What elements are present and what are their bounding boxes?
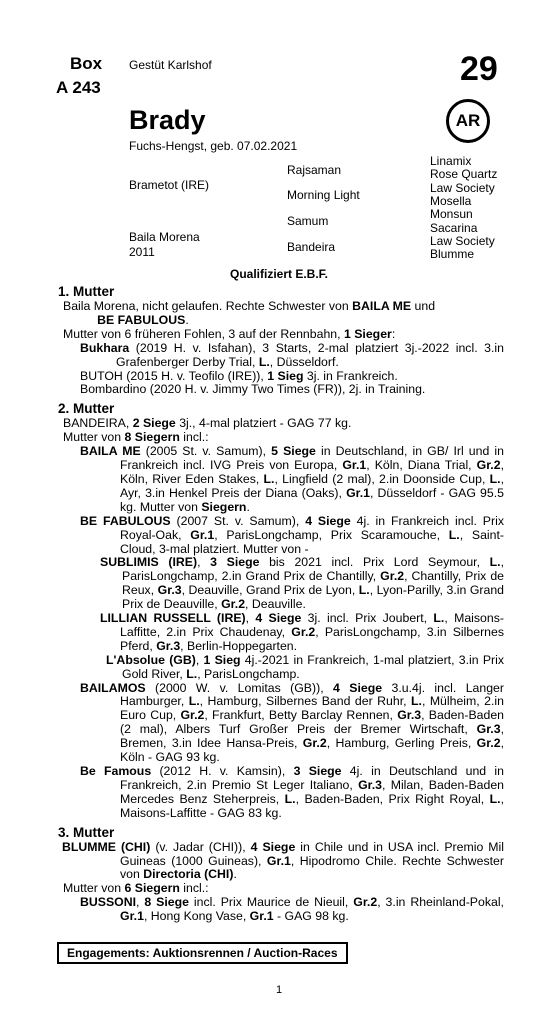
third-dam-produce-summary: Mutter von 6 Siegern incl.: — [63, 881, 209, 896]
horse-description: Fuchs-Hengst, geb. 07.02.2021 — [129, 139, 298, 153]
produce-butoh: BUTOH (2015 H. v. Teofilo (IRE)), 1 Sieg 3j. in Frankreich. — [80, 368, 398, 383]
pedigree-dam: Baila Morena — [129, 230, 200, 244]
pedigree-sire-dam: Morning Light — [287, 188, 360, 202]
pedigree-dam-year: 2011 — [129, 245, 155, 259]
page-number: 1 — [275, 984, 283, 996]
produce-bailamos: BAILAMOS (2000 W. v. Lomitas (GB)), 4 Siege 3.u.4j. incl. Langer Hamburger, L., Hamburg, Silbernes Band der Ruhr, L., Mülheim, 2.in Euro Cup, Gr.2, Frankfurt, Betty Barclay Rennen, Gr.3, Baden-Baden (2 mal), Albers Turf Großer Preis der Bremer Wirtschaft, Gr.3, Bremen, 3.in Idee Hansa-Preis, Gr.2, Hamburg, Gerling Preis, Gr.2, Köln - GAG 93 kg. — [80, 680, 504, 765]
second-dam-produce-summary: Mutter von 8 Siegern incl.: — [63, 430, 209, 445]
horse-name: Brady — [129, 105, 206, 135]
produce-bukhara: Bukhara (2019 H. v. Isfahan), 3 Starts, 2-mal platziert 3j.-2022 incl. 3.in Grafenberger Derby Trial, L., Düsseldorf. — [80, 340, 504, 369]
catalogue-number: 29 — [460, 50, 498, 88]
produce-be-fabulous: BE FABULOUS (2007 St. v. Samum), 4 Siege 4j. in Frankreich incl. Prix Royal-Oak, Gr.1, ParisLongchamp, Prix Scaramouche, L., Saint-Cloud, 3-mal platziert. Mutter von - — [80, 513, 504, 556]
pedigree-gen3-2: Rose Quartz — [430, 167, 498, 181]
pedigree-gen3-8: Blumme — [430, 247, 475, 261]
box-label: Box — [70, 54, 103, 73]
produce-baila-me: BAILA ME (2005 St. v. Samum), 5 Siege in Deutschland, in GB/ Irl und in Frankreich incl. IVG Preis von Europa, Gr.1, Köln, Diana Trial, Gr.2, Köln, River Eden Stakes, L., Lingfield (2 mal), 2.in Doonside Cup, L., Ayr, 3.in Henkel Preis der Diana (Oaks), Gr.1, Düsseldorf - GAG 95.5 kg. Mutter von Siegern. — [80, 444, 504, 514]
dam-produce-summary: Mutter von 6 früheren Fohlen, 3 auf der Rennbahn, 1 Sieger: — [63, 326, 396, 341]
engagements-box — [57, 942, 348, 964]
pedigree-gen3-5: Monsun — [430, 207, 473, 221]
breeder: Gestüt Karlshof — [129, 58, 212, 72]
produce-lillian-russell: LILLIAN RUSSELL (IRE), 4 Siege 3j. incl. Prix Joubert, L., Maisons-Laffitte, 2.in Prix Chaudenay, Gr.2, ParisLongchamp, 3.in Silbernes Pferd, Gr.3, Berlin-Hoppegarten. — [100, 611, 504, 653]
box-number: A 243 — [56, 78, 101, 97]
dam-paragraph: Baila Morena, nicht gelaufen. Rechte Schwester von BAILA ME und BE FABULOUS. — [63, 299, 436, 327]
pedigree-dam-sire: Samum — [287, 214, 329, 228]
pedigree-sire-sire: Rajsaman — [287, 163, 342, 177]
third-dam-paragraph: BLUMME (CHI) (v. Jadar (CHI)), 4 Siege in Chile und in USA incl. Premio Mil Guineas (1000 Guineas), Gr.1, Hipodromo Chile. Rechte Schwester von Directoria (CHI). — [62, 839, 504, 882]
qualification-note: Qualifiziert E.B.F. — [229, 267, 328, 281]
pedigree-dam-dam: Bandeira — [287, 240, 336, 254]
second-dam-paragraph: BANDEIRA, 2 Siege 3j., 4-mal platziert - GAG 77 kg. — [63, 416, 352, 431]
pedigree-sire: Brametot (IRE) — [129, 178, 210, 192]
produce-bussoni: BUSSONI, 8 Siege incl. Prix Maurice de Nieuil, Gr.2, 3.in Rheinland-Pokal, Gr.1, Hong Kong Vase, Gr.1 - GAG 98 kg. — [80, 895, 504, 924]
ar-badge — [446, 99, 490, 143]
pedigree-gen3-6: Sacarina — [430, 221, 478, 235]
section-title-2: 2. Mutter — [58, 401, 115, 417]
section-title-3: 3. Mutter — [58, 824, 115, 840]
ar-badge-label: AR — [455, 111, 481, 130]
produce-sublimis: SUBLIMIS (IRE), 3 Siege bis 2021 incl. Prix Lord Seymour, L., ParisLongchamp, 2.in Grand Prix de Chantilly, Gr.2, Chantilly, Prix de Reux, Gr.3, Deauville, Grand Prix de Lyon, L., Lyon-Parilly, 3.in Grand Prix de Deauville, Gr.2, Deauville. — [100, 555, 505, 612]
produce-bombardino: Bombardino (2020 H. v. Jimmy Two Times (FR)), 2j. in Training. — [80, 382, 426, 397]
section-title-1: 1. Mutter — [58, 284, 115, 299]
pedigree-gen3-4: Mosella — [430, 194, 472, 208]
produce-l-absolue: L'Absolue (GB), 1 Sieg 4j.-2021 in Frankreich, 1-mal platziert, 3.in Prix Gold River, L., ParisLongchamp. — [106, 652, 505, 681]
pedigree-gen3-3: Law Society — [430, 181, 495, 195]
pedigree-gen3-1: Linamix — [430, 154, 472, 168]
engagements-label: Engagements: Auktionsrennen / Auction-Races — [67, 946, 338, 960]
pedigree-gen3-7: Law Society — [430, 234, 495, 248]
pedigree-notes — [58, 284, 504, 924]
produce-be-famous: Be Famous (2012 H. v. Kamsin), 3 Siege 4j. in Deutschland und in Frankreich, 2.in Premio St Leger Italiano, Gr.3, Milan, Baden-Baden Mercedes Benz Steherpreis, L., Baden-Baden, Prix Right Royal, L., Maisons-Laffitte - GAG 83 kg. — [80, 764, 504, 820]
